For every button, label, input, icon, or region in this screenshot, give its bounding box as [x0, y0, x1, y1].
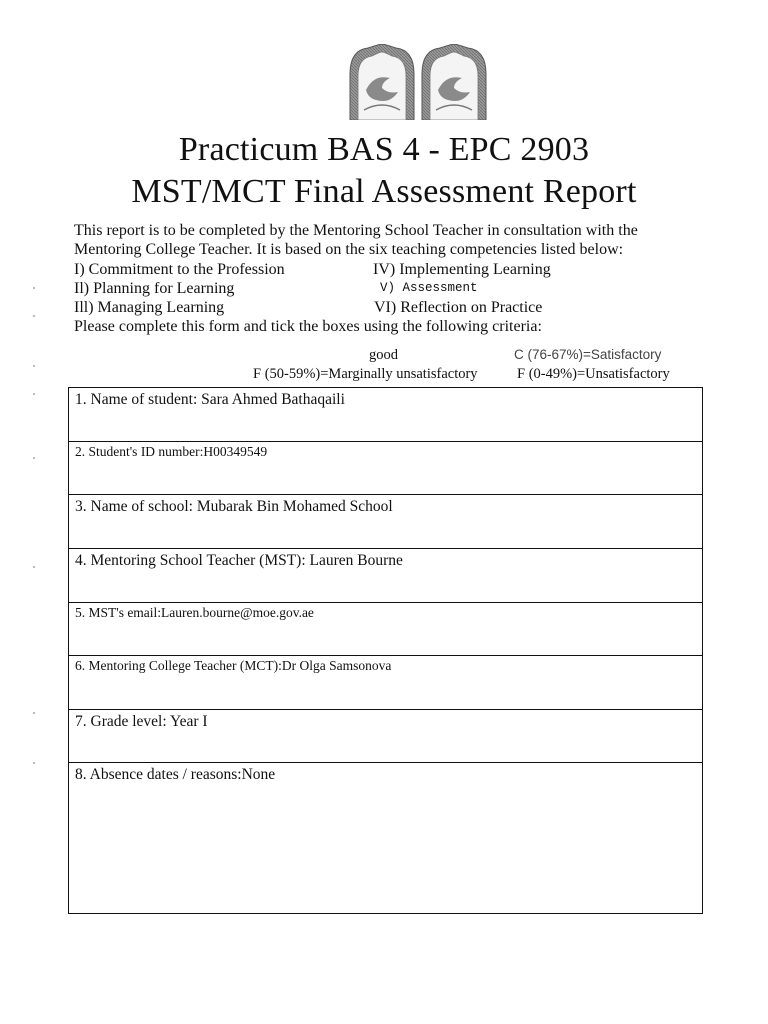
scan-speck [33, 315, 35, 317]
mst-email-field[interactable]: 5. MST's email:Lauren.bourne@moe.gov.ae [69, 603, 702, 656]
student-id-field[interactable]: 2. Student's ID number:H00349549 [69, 442, 702, 495]
competency-6: VI) Reflection on Practice [374, 299, 543, 316]
scan-speck [33, 712, 35, 714]
scan-speck [33, 457, 35, 459]
student-name-field[interactable]: 1. Name of student: Sara Ahmed Bathaqaili [69, 388, 702, 442]
competency-2: Il) Planning for Learning [74, 280, 235, 297]
intro-paragraph-line-2: Mentoring College Teacher. It is based on the six teaching competencies listed below: [74, 241, 624, 258]
criteria-marginal: F (50-59%)=Marginally unsatisfactory [253, 366, 478, 382]
report-title-line-1: Practicum BAS 4 - EPC 2903 [178, 131, 590, 168]
criteria-good: good [369, 347, 398, 363]
logo-emblem-left [350, 44, 414, 120]
student-info-form [68, 387, 703, 914]
competency-4: IV) Implementing Learning [373, 261, 551, 278]
intro-paragraph-line-1: This report is to be completed by the Mentoring School Teacher in consultation with the [74, 222, 638, 239]
absence-field[interactable]: 8. Absence dates / reasons:None [75, 766, 276, 783]
scan-speck [33, 566, 35, 568]
criteria-unsatisfactory: F (0-49%)=Unsatisfactory [517, 366, 670, 382]
grade-level-field[interactable]: 7. Grade level: Year I [69, 710, 702, 763]
form-instruction: Please complete this form and tick the boxes using the following criteria: [74, 318, 542, 335]
scan-speck [33, 393, 35, 395]
criteria-satisfactory: C (76-67%)=Satisfactory [514, 347, 662, 362]
college-logo [348, 44, 488, 120]
scan-speck [33, 365, 35, 367]
scan-speck [33, 287, 35, 289]
school-name-field[interactable]: 3. Name of school: Mubarak Bin Mohamed School [69, 495, 702, 549]
report-title-line-2: MST/MCT Final Assessment Report [131, 173, 637, 210]
scan-speck [33, 762, 35, 764]
competency-3: Ill) Managing Learning [74, 299, 225, 316]
mst-name-field[interactable]: 4. Mentoring School Teacher (MST): Lauren Bourne [69, 549, 702, 603]
competency-1: I) Commitment to the Profession [74, 261, 285, 278]
competency-5: V) Assessment [380, 281, 478, 295]
mct-name-field[interactable]: 6. Mentoring College Teacher (MCT):Dr Olga Samsonova [69, 656, 702, 710]
logo-emblem-right [422, 44, 486, 120]
